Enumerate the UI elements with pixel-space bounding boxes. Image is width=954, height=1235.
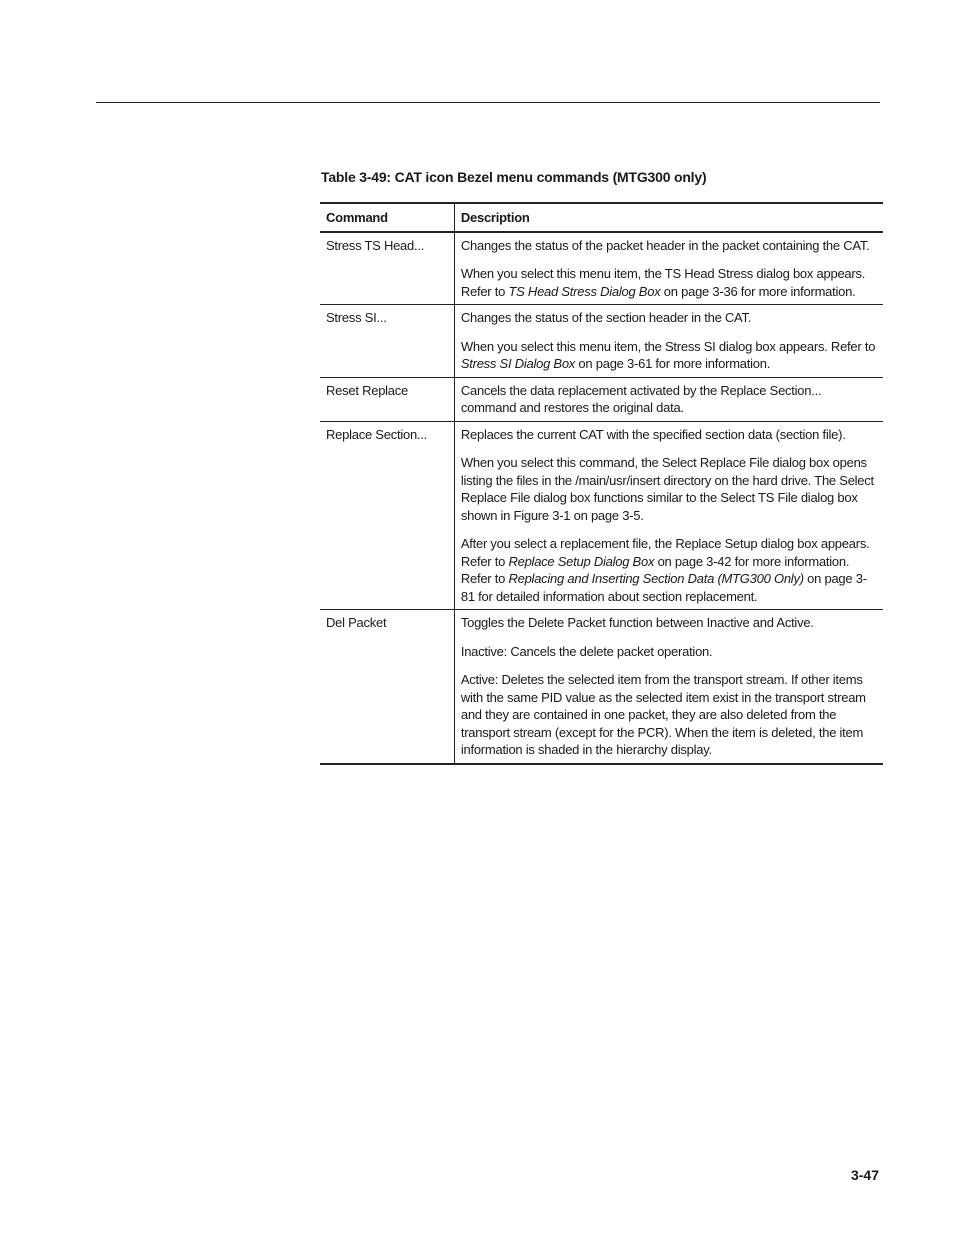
- command-table: [320, 202, 883, 765]
- description-cell: [454, 232, 883, 305]
- column-header-description: Description: [454, 203, 883, 232]
- description-text: When you select this command, the Select Replace File dialog box opens listing the files in the /main/usr/insert directory on the hard drive. The Select Replace File dialog box functions similar to the Select TS File dialog box shown in Figure 3-1 on page 3-5.: [460, 455, 874, 523]
- command-cell: Replace Section...: [320, 421, 454, 610]
- description-text: Changes the status of the section header in the CAT.: [460, 310, 752, 325]
- description-cell: [454, 305, 883, 378]
- table-body: [320, 232, 883, 764]
- command-cell: Del Packet: [320, 610, 454, 764]
- description-paragraph: [461, 265, 877, 300]
- cross-reference-text: TS Head Stress Dialog Box: [508, 283, 661, 299]
- cross-reference-text: Replacing and Inserting Section Data (MTG300 Only): [508, 571, 804, 586]
- description-paragraph: [461, 338, 877, 373]
- cross-reference-text: Stress SI Dialog Box: [460, 356, 576, 371]
- description-text: When you select this menu item, the TS Head Stress dialog box appears. Refer to: [460, 266, 866, 299]
- description-text: Toggles the Delete Packet function between Inactive and Active.: [460, 615, 814, 630]
- description-text: on page 3-81 for detailed information about section replacement.: [460, 571, 867, 604]
- page-number: 3-47: [850, 1167, 879, 1183]
- header-rule: [96, 102, 880, 103]
- description-cell: [454, 610, 883, 764]
- description-text: on page 3-36 for more information.: [660, 283, 856, 299]
- table-row: [320, 305, 883, 378]
- description-cell: [454, 377, 883, 421]
- description-text: When you select this menu item, the Stress SI dialog box appears. Refer to: [460, 338, 876, 354]
- description-text: Replaces the current CAT with the specified section data (section file).: [460, 426, 846, 442]
- description-text: Active: Deletes the selected item from the transport stream. If other items with the same PID value as the selected item exist in the transport stream and they are contained in one packet, they are also deleted from the transport stream (except for the PCR). When the item is deleted, the item information is shaded in the hierarchy display.: [460, 672, 866, 757]
- table-row: [320, 421, 883, 610]
- description-paragraph: [461, 309, 877, 327]
- table-row: [320, 377, 883, 421]
- description-text: on page 3-42 for more information. Refer to: [460, 553, 850, 586]
- description-paragraph: [461, 535, 877, 605]
- description-paragraph: [461, 614, 877, 632]
- description-paragraph: [461, 382, 877, 417]
- table-row: [320, 232, 883, 305]
- description-cell: [454, 421, 883, 610]
- table-title: Table 3-49: CAT icon Bezel menu commands (MTG300 only): [321, 169, 707, 185]
- description-text: Cancels the data replacement activated by the Replace Section... command and restores the original data.: [460, 382, 822, 415]
- description-text: on page 3-61 for more information.: [575, 356, 771, 371]
- column-header-command: Command: [320, 203, 454, 232]
- description-paragraph: [461, 671, 877, 759]
- cross-reference-text: Replace Setup Dialog Box: [508, 553, 655, 569]
- description-text: Changes the status of the packet header in the packet containing the CAT.: [460, 237, 870, 253]
- table-header-row: [320, 203, 883, 232]
- description-paragraph: [461, 454, 877, 524]
- description-text: Inactive: Cancels the delete packet operation.: [460, 643, 713, 659]
- command-cell: Stress TS Head...: [320, 232, 454, 305]
- description-paragraph: [461, 643, 877, 661]
- description-text: After you select a replacement file, the Replace Setup dialog box appears. Refer to: [460, 536, 870, 569]
- description-paragraph: [461, 237, 877, 255]
- command-cell: Reset Replace: [320, 377, 454, 421]
- description-paragraph: [461, 426, 877, 444]
- command-cell: Stress SI...: [320, 305, 454, 378]
- table-row: [320, 610, 883, 764]
